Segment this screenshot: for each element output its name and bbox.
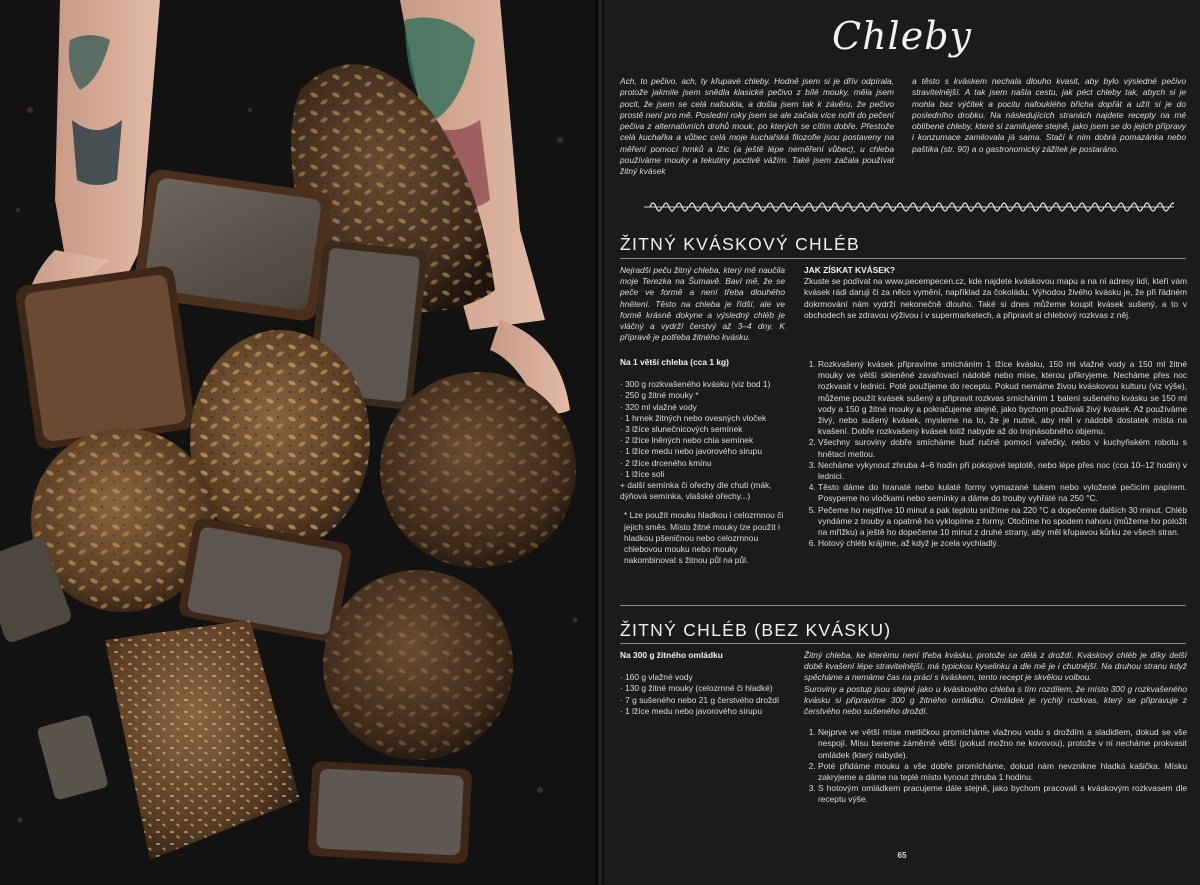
ingredient: · 1 lžíce medu nebo javorového sirupu [620,446,762,457]
ingredient: · 1 hrnek žitných nebo ovesných vloček [620,412,767,423]
recipe-1-yield: Na 1 větší chleba (cca 1 kg) [620,357,729,367]
recipe-step: 4. Těsto dáme do hranaté nebo kulaté formy vymazané tukem nebo vyložené pečicím papírem. Posypeme ho vločkami nebo semínky a dáme do trouby vyhřáté na 250 °C. [818,482,1187,504]
recipe-2-intro-2: Suroviny a postup jsou stejné jako u kváskového chleba s tím rozdílem, že místo 300 g rozkvašeného kvásku si připravíme 300 g žitného omládku. Omládek je rychlý rozkvas, který se připravuje z čerstvého nebo sušeného droždí. [804,683,1187,717]
page-title: Chleby [832,14,972,58]
recipe-2-intro: Žitný chleba, ke kterému není třeba kvásku, protože se dělá z droždí. Kváskový chléb je díky delší době kvašení lépe stravitelnější, má typickou kyselinku a dle mě je i chutnější. Na druhou stranu když spěcháme a nemáme čas na práci s kváskem, tento recept je skvělou volbou. [804,650,1187,683]
intro-column-2: a těsto s kváskem nechala dlouho kvasit, aby bylo výsledné pečivo stravitelnější. A tak jsem našla cestu, jak péct chleby tak, abych si je mohla bez výčitek a pocitu nafouklého břicha dopřát a užít si je do posledního drobku. Na následujících stranách najdete recepty na mé oblíbené chleby, které si zamilujete stejně, jako jsem se do jejich přípravy i konzumace zamilovala já sama. Stačí k nim dobrá pomazánka nebo paštika (str. 90) a o gastronomický zážitek je postaráno. [912,76,1186,154]
recipe-1-steps [804,359,1187,549]
ingredient: · 2 lžíce lněných nebo chia semínek [620,435,754,446]
recipe-2-rule [620,643,1186,644]
recipe-2-yield: Na 300 g žitného omládku [620,650,723,660]
section-divider [620,605,1186,606]
recipe-step: 2. Poté přidáme mouku a vše dobře promícháme, dokud nám nevznikne hladká kašička. Mísku zakryjeme a dáme na teplé místo kynout zhruba 1 hodinu. [818,761,1187,783]
recipe-step: 1. Nejprve ve větší míse metličkou promícháme vlažnou vodu s droždím a sladidlem, dokud se vše nespojí. Mísu bereme záměrně větší (pokud možno ne kovovou), protože v ní necháme prokvasit omládek (který nabyde). [818,727,1187,761]
ingredient: · 3 lžíce slunečnicových semínek [620,424,743,435]
recipe-step: 2. Všechny suroviny dobře smícháme buď ručně pomocí vařečky, nebo v kuchyňském robotu s hnětací metlou. [818,437,1187,459]
ornament-divider-icon [644,196,1174,218]
recipe-1-rule [620,258,1186,259]
intro-column-1: Ach, to pečivo, ach, ty křupavé chleby. Hodně jsem si je dřív odpírala, protože jakmile jsem snědla klasické pečivo z bílé mouky, měla jsem pocit, že jsem se celá nafoukla, a došla jsem tak k závěru, že pečivo prostě není pro mě. Poslední roky jsem se ale začala více nořit do pečení pečiva z alternativních druhů mouk, po kterých se cítím dobře. Přestože celá kuchařka a vůbec celá moje kuchařská filozofie jsou postaveny na měření pomocí hrnků a lžic (a ještě lépe neměření vůbec), u chleba používáme mouky a tekutiny poctivě vážím. Také jsem začala používat žitný kvásek [620,76,894,177]
recipe-1-title: ŽITNÝ KVÁSKOVÝ CHLÉB [620,234,860,254]
sourdough-info [804,265,1187,321]
ingredient: · 1 lžíce soli [620,468,665,479]
ingredient-list-2 [620,672,785,717]
ingredient: · 160 g vlažné vody [620,672,693,683]
ingredient-list-1 [620,379,785,502]
ingredient: · 250 g žitné mouky * [620,390,699,401]
recipe-step: 6. Hotový chléb krájíme, až když je zcela vychladlý. [818,538,1187,549]
recipe-page [604,0,1200,885]
recipe-step: 3. Necháme vykynout zhruba 4–6 hodin při pokojové teplotě, nebo lépe přes noc (cca 10–12 hodin) v lednici. [818,460,1187,482]
ingredient: · 7 g sušeného nebo 21 g čerstvého droždí [620,694,780,705]
sourdough-info-title: JAK ZÍSKAT KVÁSEK? [804,265,896,275]
intro-text [620,76,1186,178]
ingredient: · 2 lžíce drceného kmínu [620,457,712,468]
book-gutter [596,0,604,885]
recipe-1-ingredients [620,357,785,566]
recipe-step: 5. Pečeme ho nejdříve 10 minut a pak teplotu snížíme na 220 °C a dopečeme dalších 30 minut. Chléb vyndáme z trouby a opatrně ho vyklopíme z formy. Otočíme ho spodem nahoru (můžeme ho položit na mřížku) a ještě ho dopečeme 10 minut z druhé strany, aby měl křupavou kůrku ze všech stran. [818,505,1187,539]
recipe-2-body [804,650,1187,806]
recipe-1-intro: Nejradši peču žitný chleba, který mě naučila moje Terezka na Šumavě. Baví mě, že se peče ve formě a není třeba dlouhého hnětení. Těsto na chleba je řídší, ale ve formě krásně dokyne a výsledný chléb je vláčný a vydrží čerstvý až 3–4 dny. K přípravě je potřeba žitného kvásku. [620,265,785,343]
recipe-step: 1. Rozkvašený kvásek připravíme smícháním 1 lžíce kvásku, 150 ml vlažné vody a 150 ml žitné mouky ve větší skleněné zavařovací nádobě nebo míse, kterou přikryjeme. Necháme přes noc rozkvasit v lednici. Poté použijeme do receptu. Pokud nemáme živou kváskovou kulturu (viz výše), můžeme použít kvásek sušený a připravit rozkvas smícháním 1 balení sušeného kvásku se 150 ml vody a 150 g žitné mouky a pokračujeme stejně, jako bychom používali živý kvásek. Až používáme živý, nebo sušený kvásek, mysleme na to, že je nutné, aby měl v nádobě dostatek místa na kvašení. Dobře rozkvašený kvásek totiž nabyde až do trojnásobného objemu. [818,359,1187,437]
recipe-2-ingredients [620,650,785,717]
ingredient: · 320 ml vlažné vody [620,401,697,412]
page-number: 65 [897,851,907,860]
recipe-2-title: ŽITNÝ CHLÉB (BEZ KVÁSKU) [620,620,892,640]
recipe-2-steps [804,727,1187,805]
ingredient: · 1 lžíce medu nebo javorového sirupu [620,705,762,716]
ingredient: · 300 g rozkvašeného kvásku (viz bod 1) [620,379,771,390]
recipe-step: 3. S hotovým omládkem pracujeme dále stejně, jako bychom pracovali s kváskovým rozkvasem dle receptu výše. [818,783,1187,805]
flour-note: * Lze použít mouku hladkou i celozrnnou či jejich směs. Místo žitné mouky lze použít i hladkou pšeničnou nebo celozrnnou chlebovou mouku nebo mouky nakombinovat s žitnou půl na půl. [624,510,784,566]
ingredient: · 130 g žitné mouky (celozrnné či hladké) [620,683,773,694]
ingredient: + další semínka či ořechy dle chuti (mák, dýňová semínka, vlašské ořechy...) [620,480,772,502]
sourdough-info-text: Zkuste se podívat na www.pecempecen.cz, kde najdete kváskovou mapu a na ní adresy lidí, kteří vám kvásek rádi daruji či za něco vymění, například za čokoládu. Výhodou živého kvásku je, že při řádném dokrmování nám vydrží nekonečně dlouho. Také si dnes můžeme koupit kvásek sušený, a to v obchodech se zdravou výživou i v supermarketech, a připravit si chlebový rozkvas z něj. [804,276,1187,320]
